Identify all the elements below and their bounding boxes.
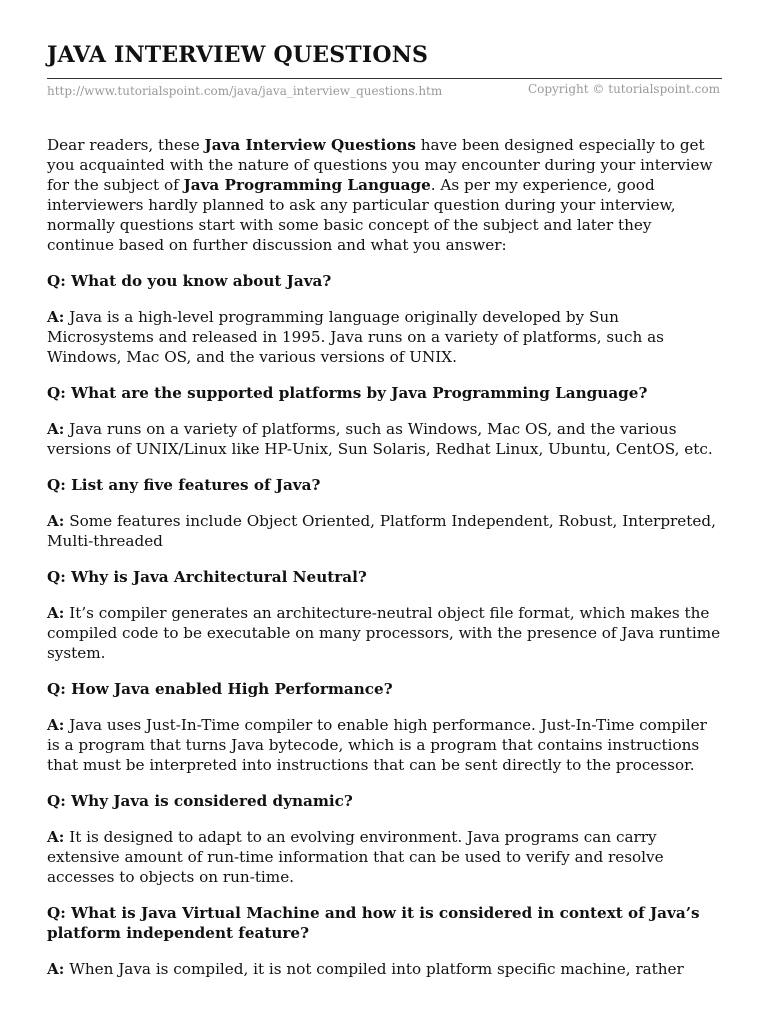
- intro-text-3: . As per my experience, good interviewers hardly planned to ask any particular question during your interview, normally questions start with some basic concept of the subject and later they continue based on further discussion and what you answer:: [47, 176, 676, 254]
- answer-label: A:: [47, 308, 65, 326]
- source-url: http://www.tutorialspoint.com/java/java_interview_questions.htm: [47, 84, 443, 98]
- answer-6: [47, 827, 722, 887]
- answer-label: A:: [47, 960, 65, 978]
- answer-3: [47, 511, 722, 551]
- answer-1: [47, 307, 722, 367]
- header-divider: [47, 78, 722, 79]
- answer-7: [47, 959, 722, 979]
- page-title: JAVA INTERVIEW QUESTIONS: [47, 42, 429, 68]
- answer-text: Java runs on a variety of platforms, such as Windows, Mac OS, and the various versions of UNIX/Linux like HP-Unix, Sun Solaris, Redhat Linux, Ubuntu, CentOS, etc.: [47, 420, 713, 458]
- question-5: Q: How Java enabled High Performance?: [47, 680, 393, 698]
- answer-4: [47, 603, 722, 663]
- answer-text: It’s compiler generates an architecture-neutral object file format, which makes the compiled code to be executable on many processors, with the presence of Java runtime system.: [47, 604, 721, 662]
- intro-bold-1: Java Interview Questions: [204, 136, 416, 154]
- answer-label: A:: [47, 420, 65, 438]
- answer-label: A:: [47, 512, 65, 530]
- question-7: Q: What is Java Virtual Machine and how it is considered in context of Java’s platform independent feature?: [47, 904, 700, 942]
- answer-5: [47, 715, 722, 775]
- answer-text: Java is a high-level programming language originally developed by Sun Microsystems and released in 1995. Java runs on a variety of platforms, such as Windows, Mac OS, and the various versions of UNIX.: [47, 308, 664, 366]
- answer-label: A:: [47, 828, 65, 846]
- answer-text: It is designed to adapt to an evolving environment. Java programs can carry extensive amount of run-time information that can be used to verify and resolve accesses to objects on run-time.: [47, 828, 664, 886]
- answer-label: A:: [47, 716, 65, 734]
- answer-text: When Java is compiled, it is not compiled into platform specific machine, rather: [69, 960, 684, 978]
- question-4: Q: Why is Java Architectural Neutral?: [47, 568, 367, 586]
- intro-bold-2: Java Programming Language: [183, 176, 431, 194]
- question-1: Q: What do you know about Java?: [47, 272, 332, 290]
- answer-2: [47, 419, 722, 459]
- answer-label: A:: [47, 604, 65, 622]
- copyright-notice: Copyright © tutorialspoint.com: [527, 82, 720, 96]
- answer-text: Some features include Object Oriented, Platform Independent, Robust, Interpreted, Multi-threaded: [47, 512, 716, 550]
- question-6: Q: Why Java is considered dynamic?: [47, 792, 353, 810]
- answer-text: Java uses Just-In-Time compiler to enable high performance. Just-In-Time compiler is a program that turns Java bytecode, which is a program that contains instructions that must be interpreted into instructions that can be sent directly to the processor.: [47, 716, 707, 774]
- question-3: Q: List any five features of Java?: [47, 476, 321, 494]
- article-body: [47, 135, 722, 995]
- intro-paragraph: [47, 135, 722, 255]
- intro-text-2: have been designed especially to get you acquainted with the nature of questions you may encounter during your interview for the subject of: [47, 136, 713, 194]
- intro-text-1: Dear readers, these: [47, 136, 205, 154]
- question-2: Q: What are the supported platforms by Java Programming Language?: [47, 384, 648, 402]
